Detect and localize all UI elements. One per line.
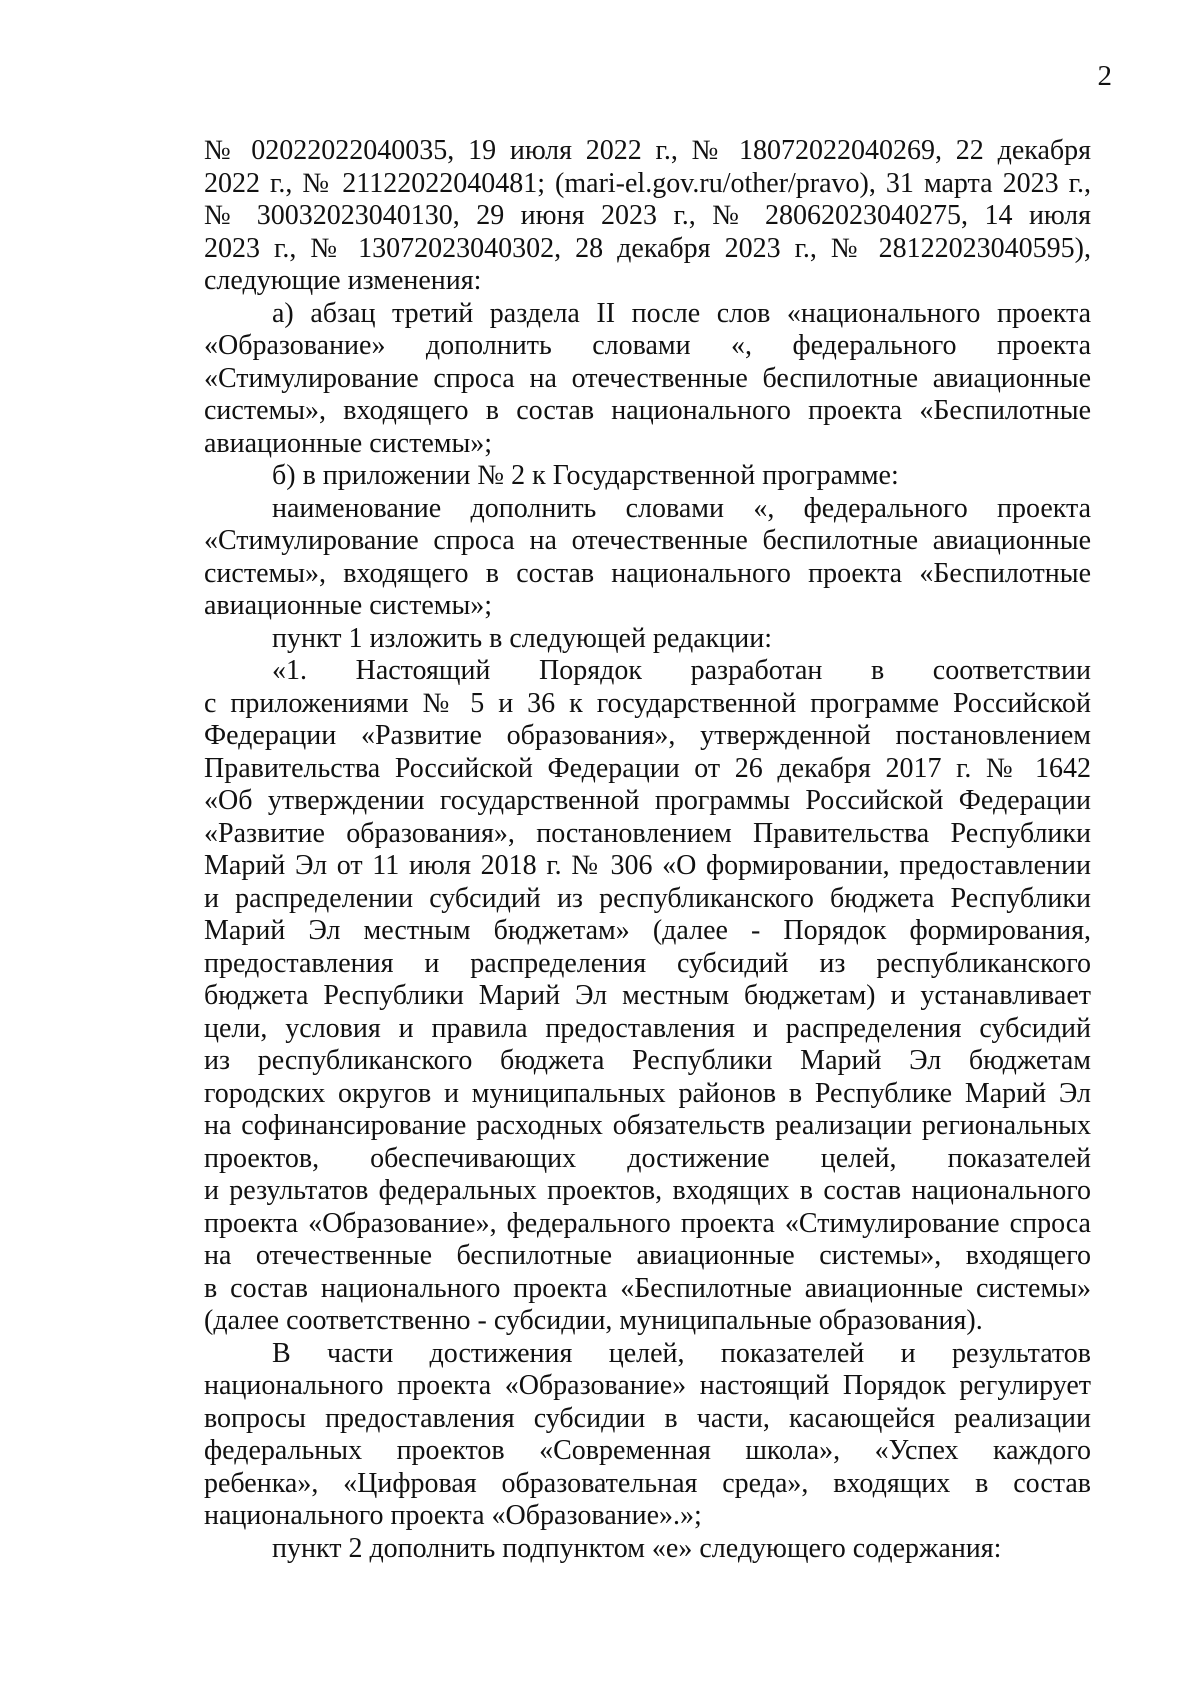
text-line: вопросы предоставления субсидии в части, касающейся реализации (204, 1402, 1091, 1434)
text-line: б) в приложении № 2 к Государственной программе: (272, 460, 899, 491)
text-line: «Образование» дополнить словами «, федерального проекта (204, 330, 1091, 361)
text-line: национального проекта «Образование» настоящий Порядок регулирует (204, 1370, 1091, 1401)
text-line: Федерации «Развитие образования», утвержденной постановлением (204, 720, 1091, 751)
text-line: «Развитие образования», постановлением Правительства Республики (204, 817, 1091, 849)
text-line: из республиканского бюджета Республики Марий Эл бюджетам (204, 1045, 1091, 1076)
text-line: Марий Эл от 11 июля 2018 г. № 306 «О формировании, предоставлении (204, 850, 1091, 881)
text-line: 2022 г., № 21122022040481; (mari-el.gov.ru/other/pravo), 31 марта 2023 г., (204, 167, 1091, 199)
text-line: с приложениями № 5 и 36 к государственной программе Российской (204, 687, 1091, 719)
text-line: Марий Эл местным бюджетам» (далее - Порядок формирования, (204, 915, 1091, 946)
text-line: ребенка», «Цифровая образовательная среда», входящих в состав (204, 1467, 1091, 1499)
text-line: «1. Настоящий Порядок разработан в соответствии (272, 655, 1091, 686)
text-line: пункт 2 дополнить подпунктом «е» следующего содержания: (272, 1532, 1002, 1564)
text-line: «Об утверждении государственной программы Российской Федерации (204, 785, 1091, 816)
text-line: предоставления и распределения субсидий из республиканского (204, 947, 1091, 979)
text-line: В части достижения целей, показателей и результатов (272, 1337, 1091, 1369)
text-line: следующие изменения: (204, 265, 482, 296)
text-line: наименование дополнить словами «, федерального проекта (272, 492, 1091, 524)
text-line: «Стимулирование спроса на отечественные беспилотные авиационные (204, 525, 1091, 556)
text-line: цели, условия и правила предоставления и распределения субсидий (204, 1012, 1091, 1044)
text-line: городских округов и муниципальных районов в Республике Марий Эл (204, 1077, 1091, 1109)
document-body (204, 135, 1091, 1565)
page-number: 2 (1097, 60, 1112, 92)
text-line: проектов, обеспечивающих достижение целей, показателей (204, 1142, 1091, 1174)
text-line: авиационные системы»; (204, 590, 493, 621)
text-line: и результатов федеральных проектов, входящих в состав национального (204, 1175, 1091, 1206)
text-line: пункт 1 изложить в следующей редакции: (272, 622, 772, 654)
text-line: проекта «Образование», федерального проекта «Стимулирование спроса (204, 1207, 1091, 1239)
text-line: системы», входящего в состав национального проекта «Беспилотные (204, 557, 1091, 589)
text-line: бюджета Республики Марий Эл местным бюджетам) и устанавливает (204, 980, 1091, 1011)
text-line: 2023 г., № 13072023040302, 28 декабря 2023 г., № 28122023040595), (204, 232, 1091, 264)
text-line: авиационные системы»; (204, 427, 493, 459)
text-line: на отечественные беспилотные авиационные системы», входящего (204, 1240, 1091, 1271)
text-line: и распределении субсидий из республиканского бюджета Республики (204, 882, 1091, 914)
text-line: «Стимулирование спроса на отечественные беспилотные авиационные (204, 362, 1091, 394)
text-line: а) абзац третий раздела II после слов «национального проекта (272, 297, 1091, 329)
text-line: (далее соответственно - субсидии, муниципальные образования). (204, 1305, 983, 1336)
text-line: в состав национального проекта «Беспилотные авиационные системы» (204, 1272, 1091, 1304)
text-line: системы», входящего в состав национального проекта «Беспилотные (204, 395, 1091, 426)
text-line: № 02022022040035, 19 июля 2022 г., № 18072022040269, 22 декабря (204, 135, 1091, 166)
text-line: федеральных проектов «Современная школа», «Успех каждого (204, 1435, 1091, 1466)
text-line: национального проекта «Образование».»; (204, 1500, 702, 1531)
text-line: Правительства Российской Федерации от 26 декабря 2017 г. № 1642 (204, 752, 1091, 784)
text-line: № 30032023040130, 29 июня 2023 г., № 28062023040275, 14 июля (204, 200, 1091, 231)
text-line: на софинансирование расходных обязательств реализации региональных (204, 1110, 1091, 1141)
